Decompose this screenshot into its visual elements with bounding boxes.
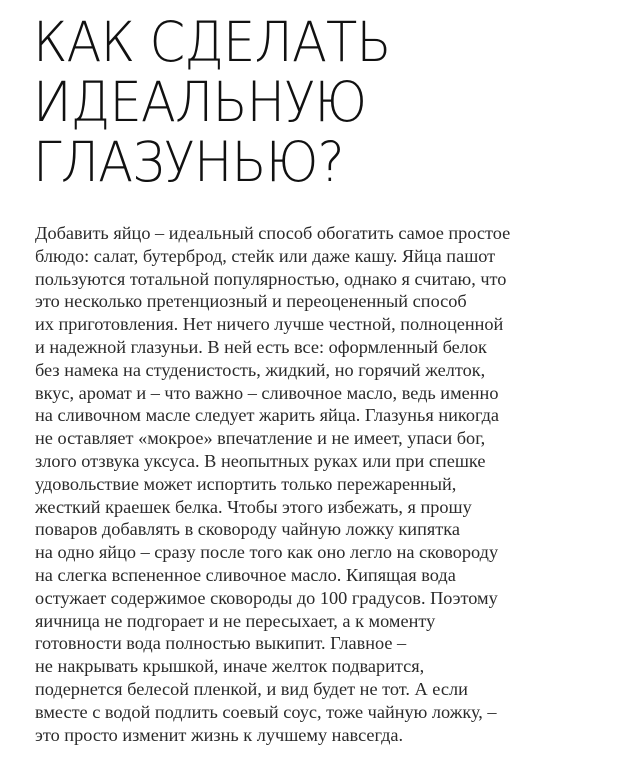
title-line: ИДЕАЛЬНУЮ <box>33 70 367 134</box>
body-line: вкус, аромат и – что важно – сливочное масло, ведь именно <box>35 382 499 403</box>
body-line: готовности вода полностью выкипит. Главное – <box>35 633 407 654</box>
body-line: поваров добавлять в сковороду чайную ложку кипятка <box>35 519 460 540</box>
body-line: вместе с водой подлить соевый соус, тоже чайную ложку, – <box>35 701 497 722</box>
title-line: ГЛАЗУНЬЮ? <box>33 130 344 194</box>
body-line: яичница не подгорает и не пересыхает, а к моменту <box>35 610 436 631</box>
body-line: подернется белесой пленкой, и вид будет не тот. А если <box>35 678 468 699</box>
title-line: КАК СДЕЛАТЬ <box>33 10 391 74</box>
body-line: злого отзвука уксуса. В неопытных руках или при спешке <box>35 450 486 471</box>
body-line: их приготовления. Нет ничего лучше честной, полноценной <box>35 314 504 335</box>
body-line: на сливочном масле следует жарить яйца. Глазунья никогда <box>35 405 500 426</box>
article-title <box>33 12 417 192</box>
body-line: это просто изменит жизнь к лучшему навсегда. <box>35 724 404 745</box>
body-line: остужает содержимое сковороды до 100 градусов. Поэтому <box>35 587 498 608</box>
body-line: Добавить яйцо – идеальный способ обогатить самое простое <box>35 223 511 243</box>
body-line: не оставляет «мокрое» впечатление и не имеет, упаси бог, <box>35 428 486 449</box>
body-line: это несколько претенциозный и переоцененный способ <box>35 291 467 312</box>
body-line: без намека на студенистость, жидкий, но горячий желток, <box>35 359 486 380</box>
body-line: пользуются тотальной популярностью, однако я считаю, что <box>35 268 507 289</box>
body-line: жесткий краешек белка. Чтобы этого избежать, я прошу <box>35 496 472 517</box>
body-line: удовольствие может испортить только пережаренный, <box>35 473 457 494</box>
body-line: не накрывать крышкой, иначе желток подварится, <box>35 656 425 677</box>
article-body <box>35 222 635 746</box>
body-line: и надежной глазуньи. В ней есть все: оформленный белок <box>35 336 487 357</box>
body-line: на одно яйцо – сразу после того как оно легло на сковороду <box>35 542 499 563</box>
body-line: блюдо: салат, бутерброд, стейк или даже кашу. Яйца пашот <box>35 245 496 266</box>
body-line: на слегка вспененное сливочное масло. Кипящая вода <box>35 564 456 585</box>
